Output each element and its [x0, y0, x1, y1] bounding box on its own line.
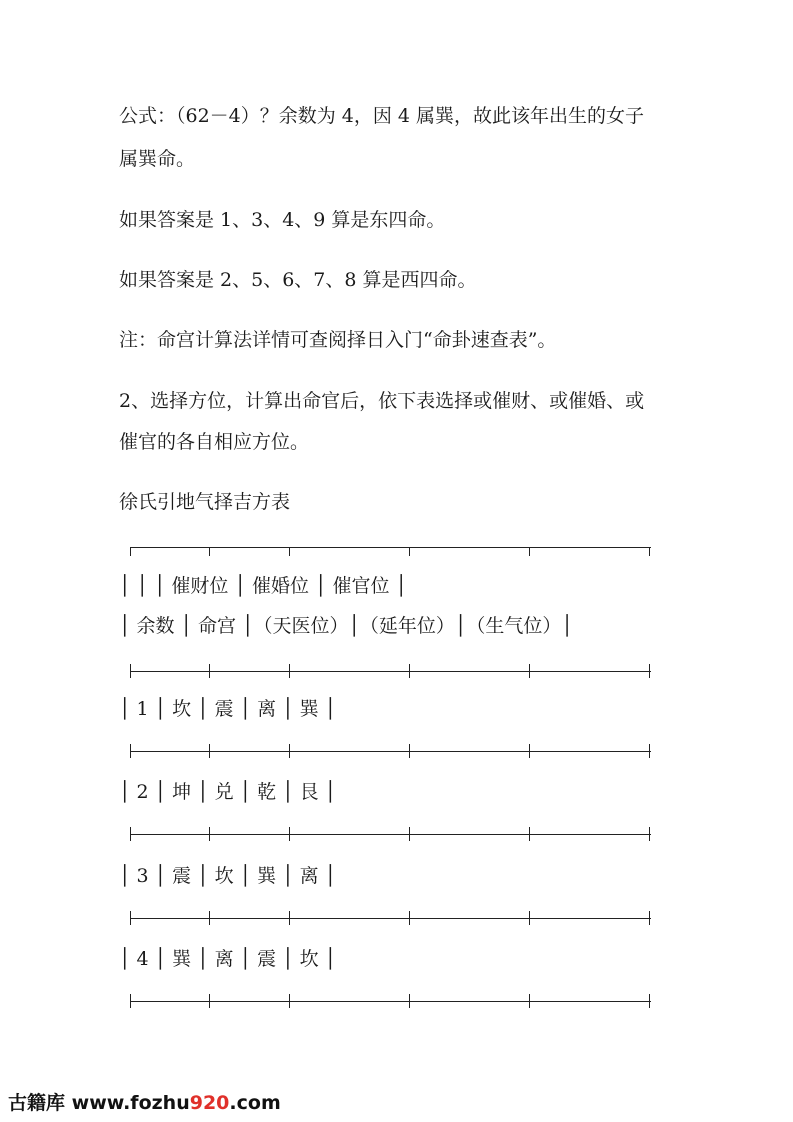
footer-url-suffix: .com — [229, 1092, 281, 1114]
footer-watermark[interactable] — [8, 1088, 281, 1115]
paragraph-west-four: 如果答案是 2、5、6、7、8 算是西四命。 — [119, 269, 477, 291]
paragraph-formula: 公式：（62－4）？余数为 4，因 4 属巽，故此该年出生的女子 — [119, 105, 645, 127]
footer-url-number: 920 — [189, 1092, 230, 1114]
footer-url-prefix: www.fozhu — [71, 1092, 190, 1114]
table-row: │ 2 │ 坤 │ 兑 │ 乾 │ 艮 │ — [119, 781, 337, 803]
table-title: 徐氏引地气择吉方表 — [119, 491, 291, 513]
table-row: │ 3 │ 震 │ 坎 │ 巽 │ 离 │ — [119, 865, 337, 887]
paragraph-formula-cont: 属巽命。 — [119, 148, 196, 170]
paragraph-step-two-cont: 催官的各自相应方位。 — [119, 431, 310, 453]
table-row: │ 4 │ 巽 │ 离 │ 震 │ 坎 │ — [119, 948, 337, 970]
footer-brand: 古籍库 — [8, 1092, 66, 1114]
table-row: │ 1 │ 坎 │ 震 │ 离 │ 巽 │ — [119, 698, 337, 720]
table-header-row-2: │ 余数 │ 命宫 │（天医位）│（延年位）│（生气位）│ — [119, 615, 573, 637]
paragraph-step-two: 2、选择方位，计算出命官后，依下表选择或催财、或催婚、或 — [119, 390, 645, 412]
paragraph-note: 注：命宫计算法详情可查阅择日入门“命卦速查表”。 — [119, 329, 557, 351]
paragraph-east-four: 如果答案是 1、3、4、9 算是东四命。 — [119, 209, 446, 231]
table-header-row-1: │ │ │ 催财位 │ 催婚位 │ 催官位 │ — [119, 575, 407, 597]
